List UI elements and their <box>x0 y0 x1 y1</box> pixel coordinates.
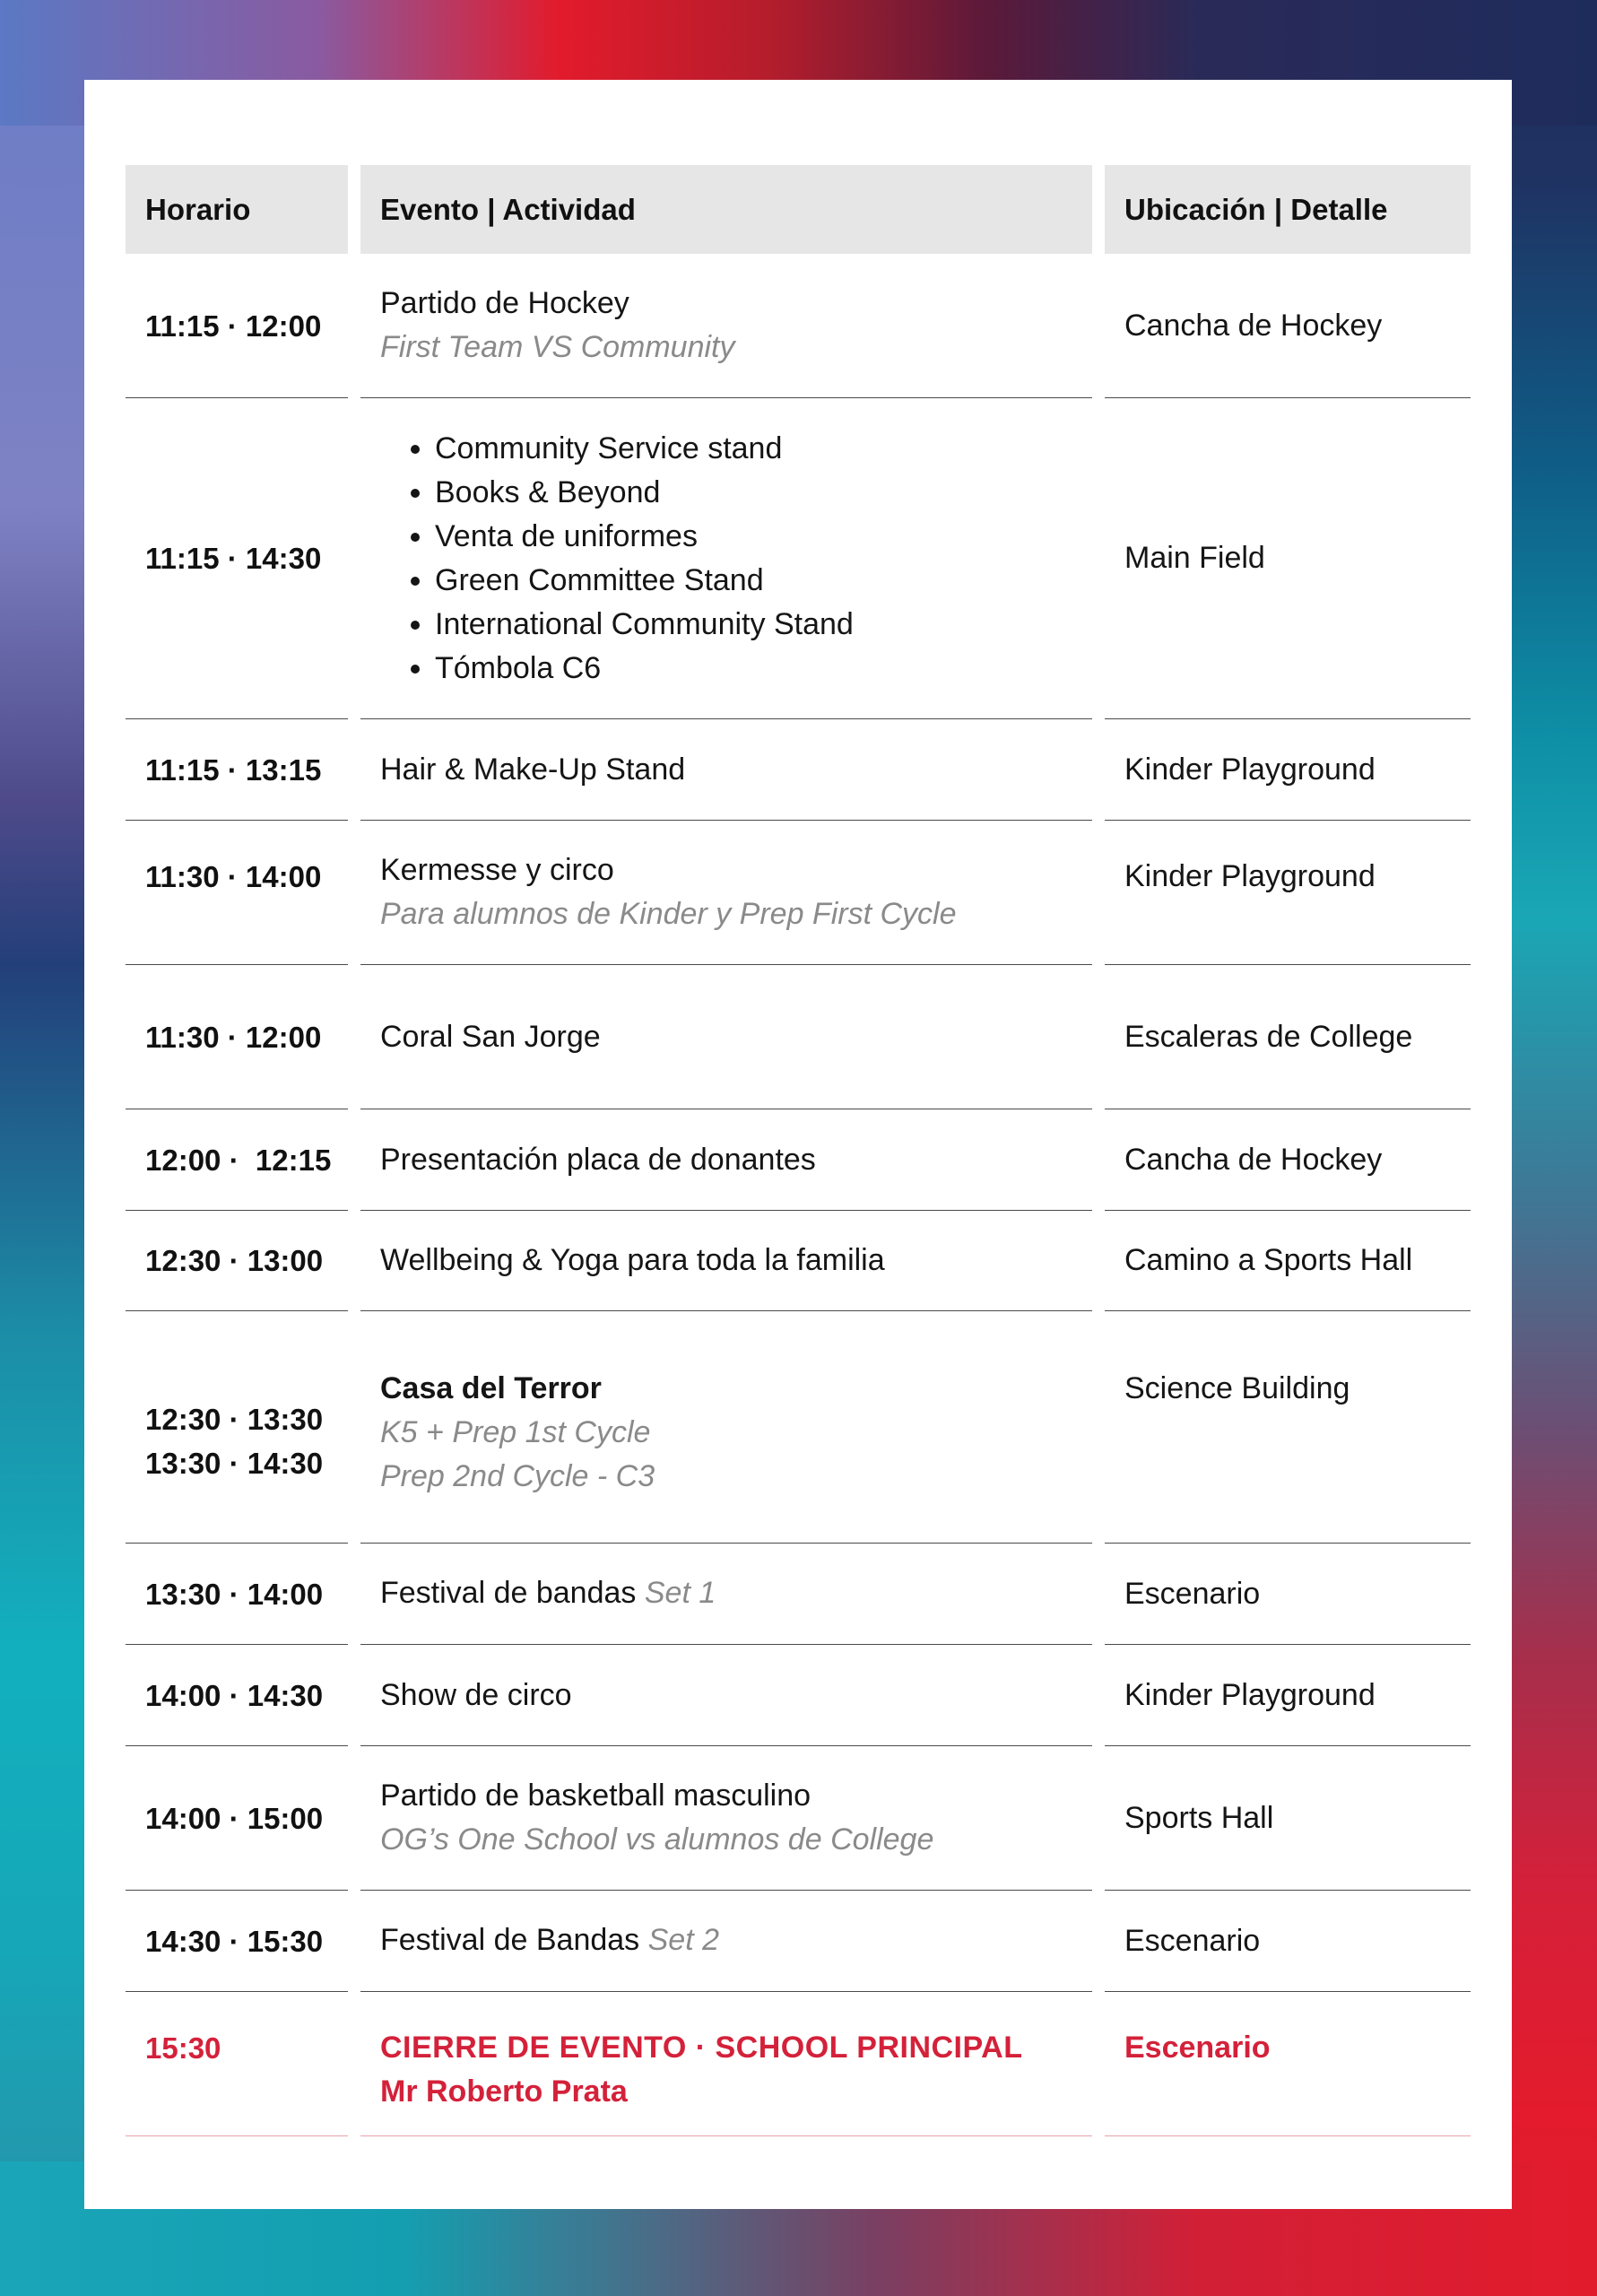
row-location: Kinder Playground <box>1105 719 1471 821</box>
row-time: 11:15 · 12:00 <box>126 254 348 398</box>
row-event: Presentación placa de donantes <box>360 1109 1092 1211</box>
event-detail: Mr Roberto Prata <box>380 2074 628 2109</box>
list-item: • Community Service stand <box>435 427 1092 471</box>
row-time: 14:30 · 15:30 <box>126 1891 348 1992</box>
event-title: Festival de bandas <box>380 1576 637 1610</box>
table-row <box>126 1891 1471 1992</box>
row-time: 13:30 · 14:00 <box>126 1544 348 1645</box>
event-title: Festival de Bandas <box>380 1923 640 1957</box>
row-time: 12:00 · 12:15 <box>126 1109 348 1211</box>
row-location: Main Field <box>1105 398 1471 719</box>
row-time: 12:30 · 13:00 <box>126 1211 348 1311</box>
schedule-card <box>84 80 1512 2209</box>
row-event: Coral San Jorge <box>360 965 1092 1109</box>
row-location: Escenario <box>1105 1992 1471 2136</box>
row-time: 14:00 · 14:30 <box>126 1645 348 1746</box>
row-event <box>360 1746 1092 1891</box>
table-row <box>126 254 1471 398</box>
table-row-closing <box>126 1992 1471 2136</box>
row-event <box>360 1311 1092 1544</box>
event-title: Kermesse y circo <box>380 853 614 887</box>
table-row <box>126 398 1471 719</box>
header-time: Horario <box>126 165 348 254</box>
row-time: 11:30 · 12:00 <box>126 965 348 1109</box>
event-detail: Prep 2nd Cycle - C3 <box>380 1459 655 1493</box>
table-row <box>126 1544 1471 1645</box>
schedule-table <box>126 165 1471 2136</box>
event-title: CIERRE DE EVENTO · SCHOOL PRINCIPAL <box>380 2031 1023 2065</box>
row-location: Escenario <box>1105 1544 1471 1645</box>
time-slot-2: 13:30 · 14:30 <box>145 1447 324 1480</box>
event-detail: K5 + Prep 1st Cycle <box>380 1415 651 1449</box>
row-location: Science Building <box>1105 1311 1471 1544</box>
row-event: Wellbeing & Yoga para toda la familia <box>360 1211 1092 1311</box>
time-slot-1: 12:30 · 13:30 <box>145 1403 324 1436</box>
row-time: 11:15 · 13:15 <box>126 719 348 821</box>
event-detail: OG’s One School vs alumnos de College <box>380 1822 934 1857</box>
row-location: Sports Hall <box>1105 1746 1471 1891</box>
row-event: Show de circo <box>360 1645 1092 1746</box>
row-event: Hair & Make-Up Stand <box>360 719 1092 821</box>
stand-list <box>380 427 1092 691</box>
event-detail: Para alumnos de Kinder y Prep First Cycle <box>380 897 957 931</box>
list-item: • Books & Beyond <box>435 471 1092 515</box>
row-location: Cancha de Hockey <box>1105 254 1471 398</box>
row-time: 11:30 · 14:00 <box>126 821 348 965</box>
table-row <box>126 1311 1471 1544</box>
row-event <box>360 398 1092 719</box>
list-item: • International Community Stand <box>435 603 1092 647</box>
row-event <box>360 1992 1092 2136</box>
table-header <box>126 165 1471 254</box>
event-title: Partido de basketball masculino <box>380 1779 812 1813</box>
table-row <box>126 821 1471 965</box>
list-item: • Green Committee Stand <box>435 559 1092 603</box>
row-time: 11:15 · 14:30 <box>126 398 348 719</box>
set-label: Set 1 <box>644 1576 716 1610</box>
row-location: Kinder Playground <box>1105 821 1471 965</box>
table-row <box>126 1645 1471 1746</box>
list-item: • Tómbola C6 <box>435 647 1092 691</box>
table-row <box>126 1211 1471 1311</box>
row-location: Camino a Sports Hall <box>1105 1211 1471 1311</box>
row-time: 14:00 · 15:00 <box>126 1746 348 1891</box>
list-item: • Venta de uniformes <box>435 515 1092 559</box>
row-time <box>126 1311 348 1544</box>
row-time: 15:30 <box>126 1992 348 2136</box>
row-event <box>360 1544 1092 1645</box>
table-row <box>126 1746 1471 1891</box>
row-location: Kinder Playground <box>1105 1645 1471 1746</box>
event-title: Casa del Terror <box>380 1371 602 1405</box>
table-row <box>126 719 1471 821</box>
table-row <box>126 965 1471 1109</box>
event-title: Partido de Hockey <box>380 286 629 320</box>
row-location: Escenario <box>1105 1891 1471 1992</box>
set-label: Set 2 <box>647 1923 720 1957</box>
row-event <box>360 1891 1092 1992</box>
row-event <box>360 254 1092 398</box>
event-detail: First Team VS Community <box>380 330 735 364</box>
table-row <box>126 1109 1471 1211</box>
row-location: Cancha de Hockey <box>1105 1109 1471 1211</box>
header-location: Ubicación | Detalle <box>1105 165 1471 254</box>
row-location: Escaleras de College <box>1105 965 1471 1109</box>
row-event <box>360 821 1092 965</box>
header-event: Evento | Actividad <box>360 165 1092 254</box>
